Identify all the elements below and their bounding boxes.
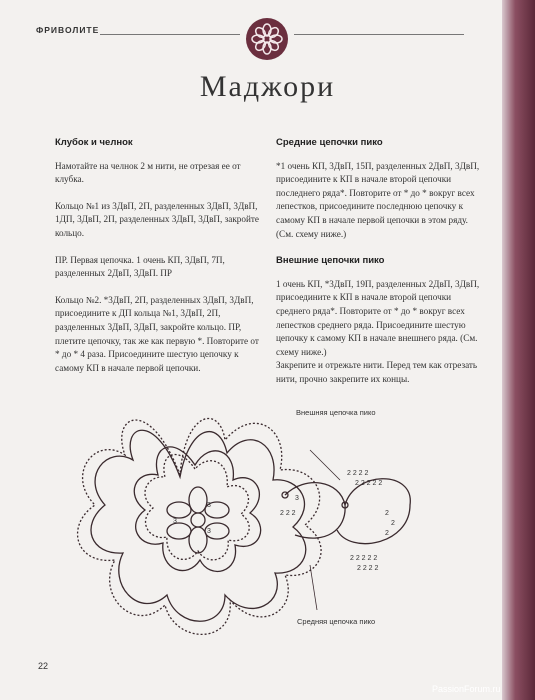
right-column — [276, 136, 481, 400]
right-paragraph: Закрепите и отрежьте нити. Перед тем как отрезать нити, прочно закрепите их концы. — [276, 360, 478, 384]
svg-text:3: 3 — [173, 518, 177, 525]
svg-text:3: 3 — [295, 495, 299, 502]
right-heading-outer: Внешние цепочки пико — [276, 255, 385, 267]
left-paragraph: Намотайте на челнок 2 м нити, не отрезая ее от клубка. — [55, 160, 241, 185]
svg-text:2 2 2: 2 2 2 — [280, 510, 296, 517]
chain-detail — [282, 479, 410, 544]
left-paragraph: Кольцо №1 из 3ДвП, 2П, разделенных 3ДвП, 3ДвП, 1ДП, 3ДвП, 2П, разделенных 3ДвП, 3ДвП, закройте кольцо. — [55, 200, 260, 238]
svg-text:2 2 2 2 2: 2 2 2 2 2 — [350, 555, 378, 562]
outer-chain-label: Внешняя цепочка пико — [296, 408, 376, 417]
right-paragraph: *1 очень КП, 3ДвП, 15П, разделенных 2ДвП, 3ДвП, присоедините к КП в начале второй цепочки последнего ряда*. Повторите от * до * вокруг всех лепестков, присоедините последнюю цепочку к самому КП в начале первой цепочки в этом ряду. (См. схему ниже.) — [276, 160, 480, 239]
svg-text:2 2 2 2: 2 2 2 2 — [347, 470, 369, 477]
header-rule-left — [100, 34, 240, 35]
left-paragraph: ПР. Первая цепочка. 1 очень КП, 3ДвП, 7П, разделенных 2ДвП, 3ДвП. ПР — [55, 254, 225, 279]
svg-text:2: 2 — [385, 510, 389, 517]
left-column — [55, 136, 263, 388]
flower-logo-icon — [246, 18, 288, 60]
tatting-diagram — [55, 395, 475, 645]
section-label: ФРИВОЛИТЕ — [36, 25, 100, 35]
page-number: 22 — [38, 661, 49, 671]
middle-chain-label: Средняя цепочка пико — [297, 617, 376, 626]
svg-text:3: 3 — [207, 502, 211, 509]
header-rule-right — [294, 34, 464, 35]
svg-text:2 2 2 2 2: 2 2 2 2 2 — [355, 480, 383, 487]
right-paragraph: 1 очень КП, *3ДвП, 19П, разделенных 2ДвП, 3ДвП, присоедините к КП в начале второй цепочки среднего ряда*. Повторите от * до * вокруг всех лепестков среднего ряда. Присоедините шестую цепочку к самому КП в начале внешнего ряда. (См. схему ниже.) — [276, 278, 480, 357]
left-paragraph: Кольцо №2. *3ДвП, 2П, разделенных 3ДвП, 3ДвП, присоедините к ДП кольца №1, 3ДвП, 2П, разделенных 3ДвП, 3ДвП, закройте кольцо. ПР, плетите цепочку, так же как первую *. Повторите от * до * 4 раза. Присоедините шестую цепочку к самому КП в начале первой цепочки. — [55, 294, 259, 373]
svg-text:2: 2 — [391, 520, 395, 527]
page-edge — [502, 0, 535, 700]
watermark: PassionForum.ru — [432, 684, 501, 694]
svg-text:2: 2 — [385, 530, 389, 537]
svg-text:2 2 2 2: 2 2 2 2 — [357, 565, 379, 572]
svg-text:3: 3 — [207, 528, 211, 535]
left-heading: Клубок и челнок — [55, 137, 133, 148]
count-labels — [173, 470, 395, 572]
right-heading-middle: Средние цепочки пико — [276, 137, 383, 148]
page-title: Маджори — [199, 70, 336, 103]
